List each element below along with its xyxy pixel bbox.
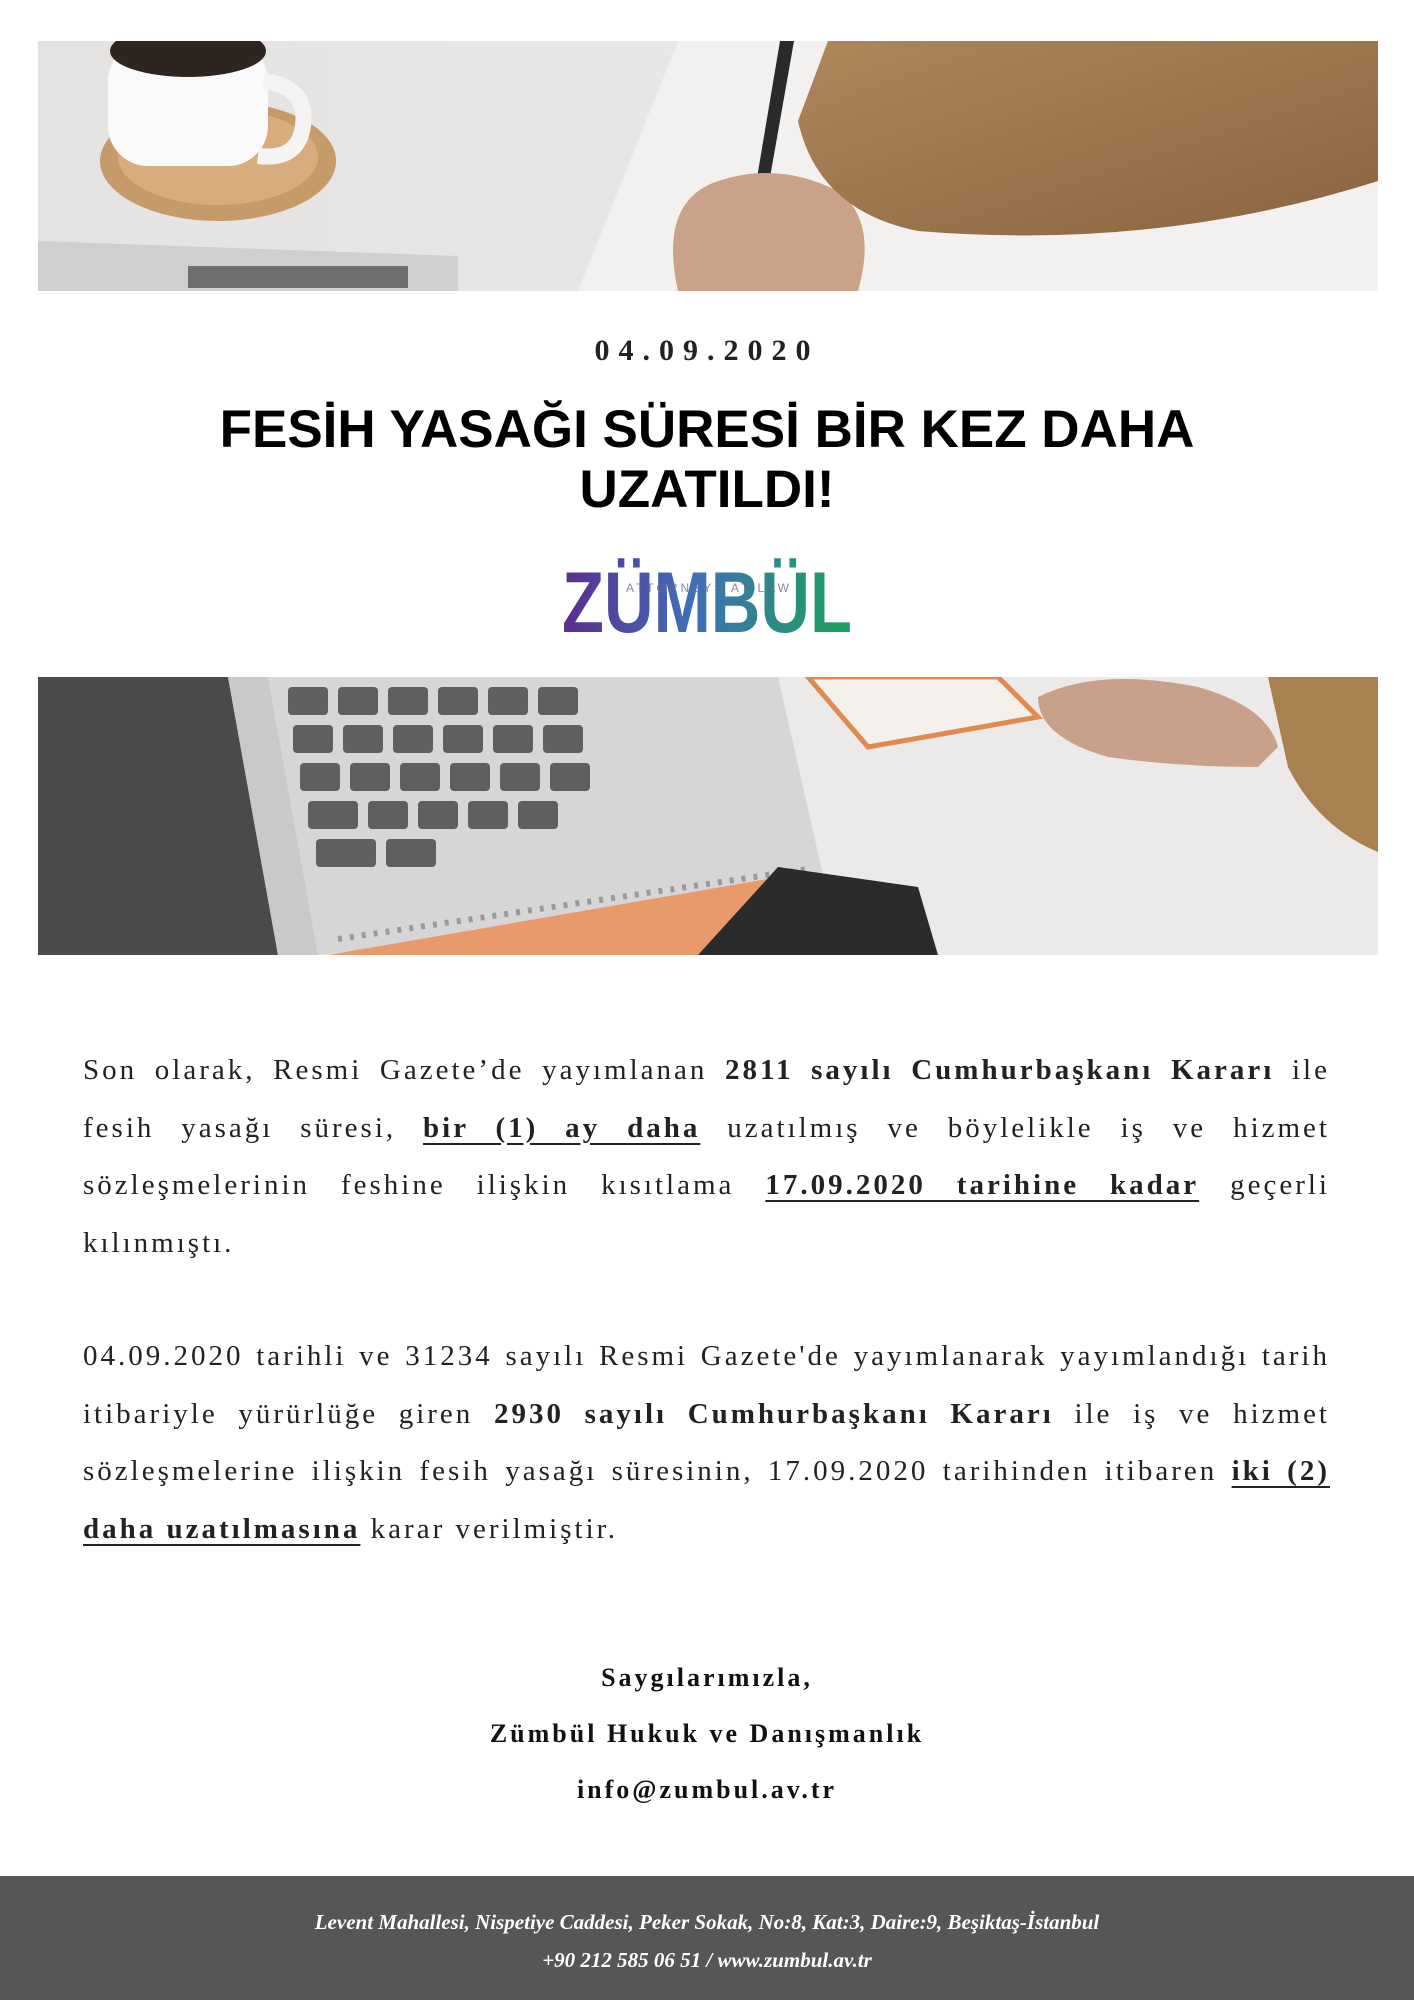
- p1-extension-one-month: bir (1) ay daha: [423, 1111, 701, 1144]
- header-photo: [38, 41, 1378, 291]
- zumbul-logo: [559, 556, 855, 640]
- document-date: 04.09.2020: [594, 334, 820, 367]
- footer-contact[interactable]: +90 212 585 06 51 / www.zumbul.av.tr: [542, 1948, 872, 1972]
- p1-text-3: uzatılmış ve böylelikle iş ve hizmet sözleşmelerinin feshine ilişkin kısıtlama: [83, 1111, 1330, 1201]
- logo-wordmark: ZÜMBÜL: [562, 556, 852, 640]
- page-title: FESİH YASAĞI SÜRESİ BİR KEZ DAHA UZATILDI!: [219, 400, 1195, 519]
- p1-text-1: Son olarak, Resmi Gazete’de yayımlanan: [83, 1054, 726, 1086]
- p1-decree-2811: 2811 sayılı Cumhurbaşkanı Kararı: [725, 1054, 1275, 1086]
- p1-text-4: geçerli kılınmıştı.: [83, 1169, 1330, 1259]
- footer-address: Levent Mahallesi, Nispetiye Caddesi, Peker Sokak, No:8, Kat:3, Daire:9, Beşiktaş-İstanbul: [314, 1910, 1100, 1934]
- p2-text-1: 04.09.2020 tarihli ve 31234 sayılı Resmi Gazete'de yayımlanarak yayımlandığı tarih itibariyle yürürlüğe giren: [83, 1340, 1330, 1430]
- closing-regards: Saygılarımızla,: [601, 1663, 813, 1692]
- closing-signature: [0, 1650, 1414, 1818]
- p2-extension-two: iki (2) daha uzatılmasına: [83, 1455, 1330, 1545]
- closing-email[interactable]: info@zumbul.av.tr: [576, 1775, 838, 1804]
- closing-firm-name: Zümbül Hukuk ve Danışmanlık: [489, 1719, 925, 1748]
- paragraph-1: [83, 1042, 1330, 1272]
- p2-text-2: ile iş ve hizmet sözleşmelerine ilişkin fesih yasağı süresinin, 17.09.2020 tarihinden itibaren: [83, 1397, 1330, 1487]
- p1-deadline: 17.09.2020 tarihine kadar: [765, 1169, 1200, 1201]
- footer: [0, 1876, 1414, 2000]
- paragraph-2: [83, 1328, 1330, 1558]
- laptop-photo: [38, 677, 1378, 955]
- p2-text-3: karar verilmiştir.: [360, 1512, 618, 1545]
- p1-text-2: ile fesih yasağı süresi,: [83, 1054, 1330, 1144]
- p2-decree-2930: 2930 sayılı Cumhurbaşkanı Kararı: [493, 1397, 1054, 1430]
- logo-tagline: ATTORNEYS AT LAW: [625, 581, 793, 595]
